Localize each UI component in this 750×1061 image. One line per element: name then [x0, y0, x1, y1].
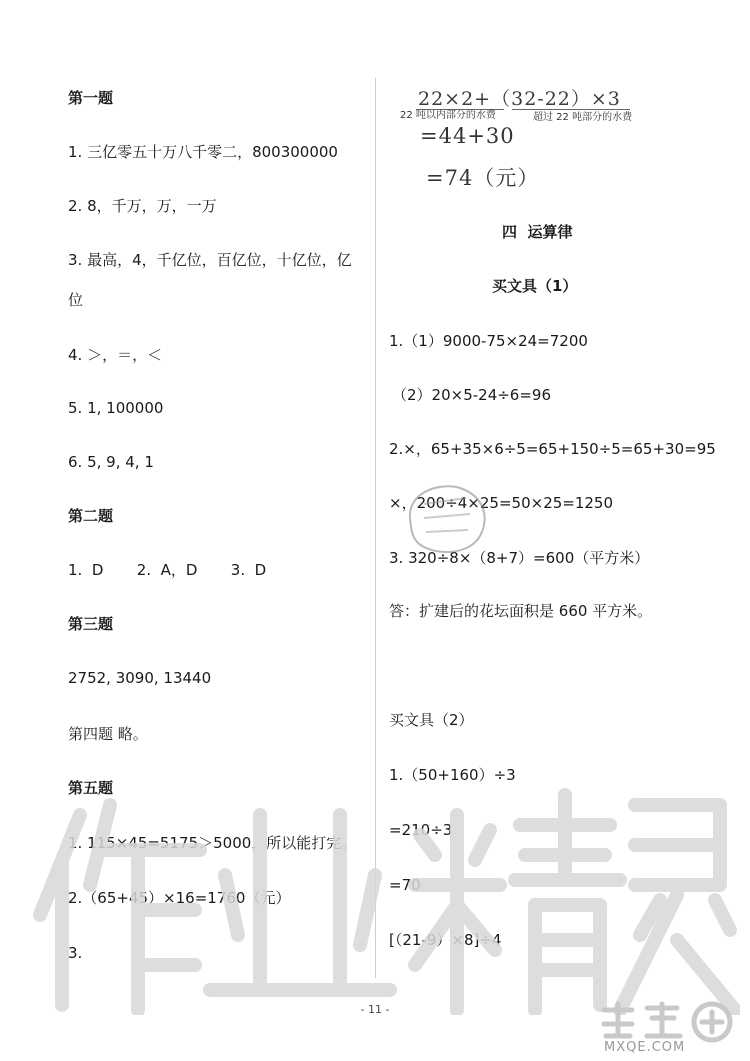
- answer-line: 1. 三亿零五十万八千零二，800300000: [68, 143, 338, 161]
- question-heading: 第三题: [68, 615, 114, 633]
- answer-line: 第四题 略。: [68, 725, 148, 743]
- answer-line: 3.: [68, 944, 83, 962]
- answer-line: 答：扩建后的花坛面积是 660 平方米。: [389, 602, 653, 620]
- formula-line: =74（元）: [426, 166, 540, 190]
- answer-line: =210÷3: [389, 821, 453, 839]
- page-number: - 11 -: [360, 1003, 390, 1016]
- answer-line: =70: [389, 876, 421, 894]
- answer-line: 1. D 2. A，D 3. D: [68, 561, 267, 579]
- answer-line: 2.×，65+35×6÷5=65+150÷5=65+30=95: [389, 440, 716, 458]
- answer-line: 6. 5, 9, 4, 1: [68, 453, 154, 471]
- answer-line: [（21-9）×8]÷4: [389, 931, 502, 949]
- answer-line: 1.（1）9000-75×24=7200: [389, 332, 588, 350]
- question-heading: 第五题: [68, 779, 114, 797]
- logo-url: MXQE.COM: [604, 1040, 686, 1055]
- answer-line: ×，200÷4×25=50×25=1250: [389, 494, 614, 512]
- watermark-graphic: [20, 775, 740, 1015]
- stamp-icon: [400, 478, 492, 558]
- question-heading: 第一题: [68, 89, 114, 107]
- formula-note: 22 吨以内部分的水费: [400, 110, 496, 121]
- answer-line: 1.（50+160）÷3: [389, 766, 516, 784]
- answer-line: 2. 8，千万，万，一万: [68, 197, 217, 215]
- answer-line: 2.（65+45）×16=1760（元）: [68, 889, 291, 907]
- answer-line: 1. 115×45=5175＞5000，所以能打完。: [68, 834, 357, 852]
- formula-line: 22×2+（32-22）×3: [418, 88, 621, 110]
- answer-line: （2）20×5-24÷6=96: [392, 386, 552, 404]
- answer-line: 4. ＞，＝，＜: [68, 346, 163, 364]
- answer-line: 5. 1, 100000: [68, 399, 164, 417]
- formula-note: 超过 22 吨部分的水费: [533, 112, 633, 123]
- section-title: 四 运算律: [502, 223, 573, 241]
- formula-line: =44+30: [420, 124, 515, 148]
- answer-line: 买文具（2）: [389, 711, 474, 729]
- answer-line: 2752, 3090, 13440: [68, 669, 212, 687]
- section-subtitle: 买文具（1）: [492, 277, 578, 295]
- question-heading: 第二题: [68, 507, 114, 525]
- answer-line: 位: [68, 291, 84, 309]
- answer-line: 3. 320÷8×（8+7）=600（平方米）: [389, 549, 650, 567]
- answer-line: 3. 最高，4，千亿位，百亿位，十亿位，亿: [68, 251, 352, 269]
